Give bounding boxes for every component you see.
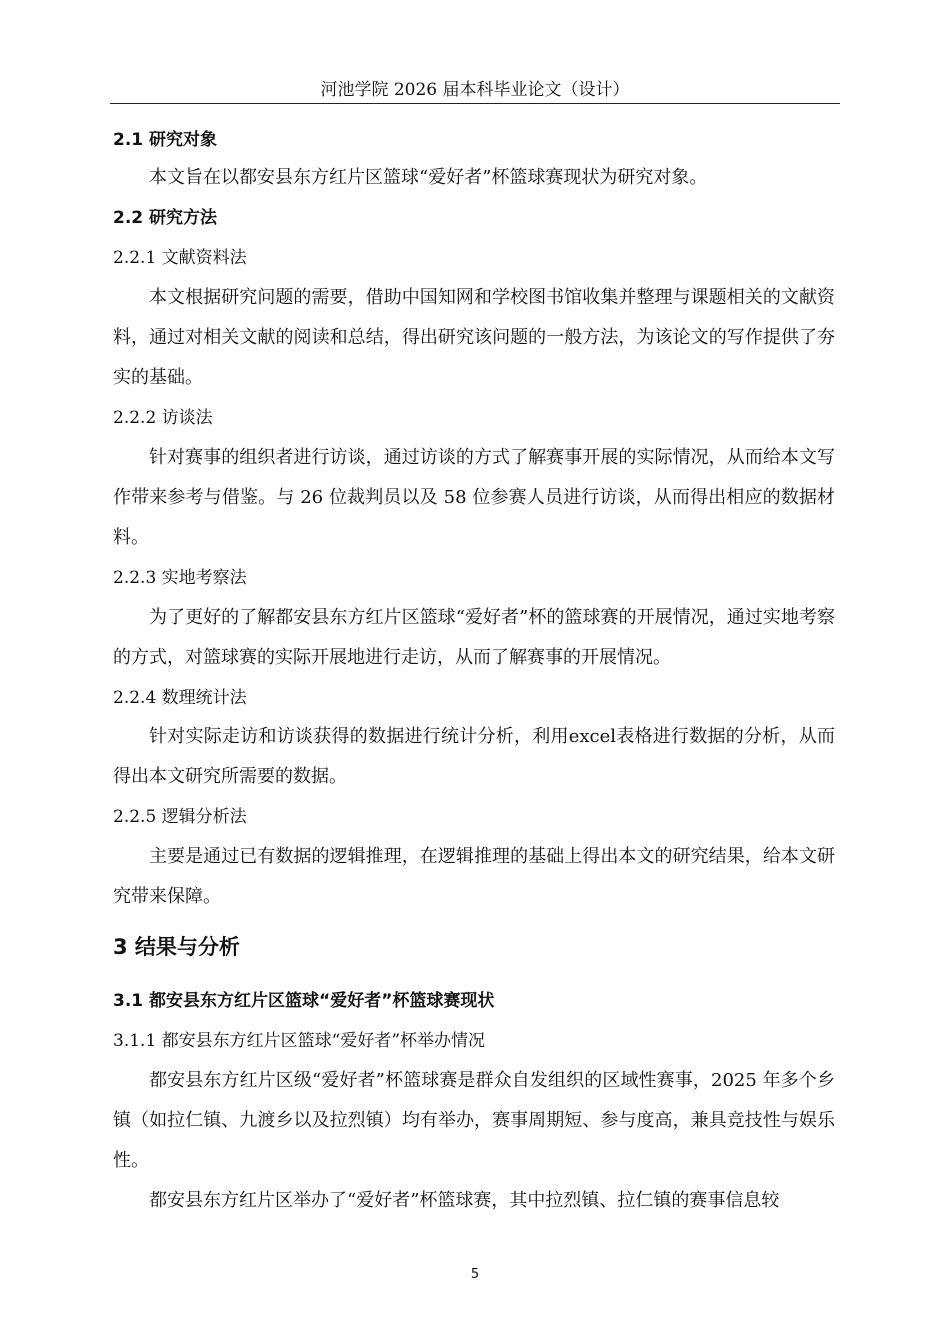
section-2-1-heading: 2.1 研究对象 [113, 130, 218, 150]
section-2-2-4-heading: 2.2.4 数理统计法 [113, 688, 247, 708]
section-3-1-1-heading: 3.1.1 都安县东方红片区篮球“爱好者”杯举办情况 [113, 1031, 486, 1051]
page-number: 5 [470, 1267, 480, 1282]
section-3-1-1-paragraph-2: 都安县东方红片区举办了“爱好者”杯篮球赛，其中拉烈镇、拉仁镇的赛事信息较 [149, 1190, 780, 1211]
section-2-2-heading: 2.2 研究方法 [113, 208, 218, 228]
section-2-2-1-heading: 2.2.1 文献资料法 [113, 248, 247, 268]
section-2-2-2-paragraph: 针对赛事的组织者进行访谈，通过访谈的方式了解赛事开展的实际情况，从而给本文写作带来参考与借鉴。与 26 位裁判员以及 58 位参赛人员进行访谈，从而得出相应的数据材料。 [113, 447, 835, 548]
section-2-2-1-paragraph: 本文根据研究问题的需要，借助中国知网和学校图书馆收集并整理与课题相关的文献资料，通过对相关文献的阅读和总结，得出研究该问题的一般方法，为该论文的写作提供了夯实的基础。 [113, 287, 835, 388]
section-2-2-5-paragraph: 主要是通过已有数据的逻辑推理，在逻辑推理的基础上得出本文的研究结果，给本文研究带来保障。 [113, 846, 835, 907]
section-2-2-4-paragraph: 针对实际走访和访谈获得的数据进行统计分析，利用excel表格进行数据的分析，从而得出本文研究所需要的数据。 [113, 726, 835, 787]
section-2-2-3-heading: 2.2.3 实地考察法 [113, 568, 247, 588]
section-3-1-heading: 3.1 都安县东方红片区篮球“爱好者”杯篮球赛现状 [113, 991, 495, 1011]
section-2-2-5-heading: 2.2.5 逻辑分析法 [113, 807, 247, 827]
section-2-1-paragraph: 本文旨在以都安县东方红片区篮球“爱好者”杯篮球赛现状为研究对象。 [149, 167, 708, 188]
chapter-3-heading: 3 结果与分析 [113, 935, 240, 959]
header-divider [110, 103, 840, 104]
section-3-1-1-paragraph-1: 都安县东方红片区级“爱好者”杯篮球赛是群众自发组织的区域性赛事，2025 年多个乡镇（如拉仁镇、九渡乡以及拉烈镇）均有举办，赛事周期短、参与度高，兼具竞技性与娱乐性。 [113, 1070, 835, 1171]
section-2-2-3-paragraph: 为了更好的了解都安县东方红片区篮球“爱好者”杯的篮球赛的开展情况，通过实地考察的方式，对篮球赛的实际开展地进行走访，从而了解赛事的开展情况。 [113, 607, 835, 668]
section-2-2-2-heading: 2.2.2 访谈法 [113, 408, 213, 428]
page-header: 河池学院 2026 届本科毕业论文（设计） [320, 80, 630, 100]
